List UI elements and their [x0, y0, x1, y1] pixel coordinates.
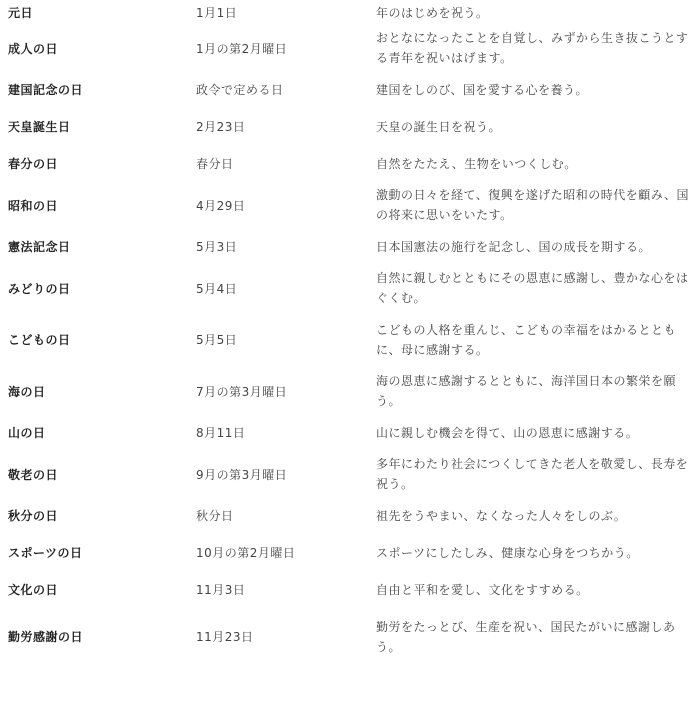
table-row: [0, 145, 700, 182]
holiday-date: 7月の第3月曜日: [196, 384, 288, 399]
holiday-date: 5月3日: [196, 240, 238, 254]
holiday-name: 天皇誕生日: [8, 120, 71, 134]
holiday-description: 天皇の誕生日を祝う。: [376, 119, 502, 134]
holiday-date: 11月3日: [196, 583, 246, 597]
holiday-description: 多年にわたり社会につくしてきた老人を敬愛し、長寿を祝う。: [376, 457, 689, 491]
table-row: [0, 311, 700, 368]
table-row: [0, 25, 700, 71]
holiday-name: 元日: [8, 6, 34, 20]
holiday-date: 春分日: [196, 157, 234, 171]
holiday-name: 成人の日: [8, 41, 59, 56]
holiday-name: こどもの日: [8, 333, 71, 347]
holiday-date: 10月の第2月曜日: [196, 546, 296, 560]
holiday-description: 自由と平和を愛し、文化をすすめる。: [376, 582, 589, 597]
table-row: [0, 451, 700, 497]
table-row: [0, 534, 700, 571]
holiday-name: 山の日: [8, 426, 46, 440]
table-row: [0, 608, 700, 665]
table-row: [0, 182, 700, 228]
holiday-name: 昭和の日: [8, 198, 59, 213]
holiday-description: 年のはじめを祝う。: [376, 5, 489, 20]
holiday-date: 1月1日: [196, 6, 238, 20]
holiday-name: 文化の日: [8, 583, 59, 597]
holiday-description: スポーツにしたしみ、健康な心身をつちかう。: [376, 545, 639, 560]
table-row: [0, 414, 700, 451]
holiday-description: 自然に親しむとともにその恩恵に感謝し、豊かな心をはぐくむ。: [376, 271, 689, 305]
table-row: [0, 571, 700, 608]
table-row: [0, 71, 700, 108]
holiday-name: 敬老の日: [8, 467, 59, 482]
table-row: [0, 265, 700, 311]
holiday-description: おとなになったことを自覚し、みずから生き抜こうとする青年を祝いはげます。: [376, 31, 689, 65]
holiday-date: 8月11日: [196, 426, 246, 440]
holiday-name: 憲法記念日: [8, 240, 71, 254]
holiday-date: 11月23日: [196, 630, 254, 644]
holiday-name: 海の日: [8, 384, 46, 399]
holiday-name: 秋分の日: [8, 509, 59, 523]
holiday-description: 激動の日々を経て、復興を遂げた昭和の時代を顧み、国の将来に思いをいたす。: [376, 188, 689, 222]
holiday-description: 海の恩恵に感謝するとともに、海洋国日本の繁栄を願う。: [376, 374, 677, 408]
holiday-date: 5月4日: [196, 281, 238, 296]
holiday-date: 2月23日: [196, 120, 246, 134]
table-row: [0, 228, 700, 265]
holiday-description: 自然をたたえ、生物をいつくしむ。: [376, 156, 577, 171]
holiday-description: こどもの人格を重んじ、こどもの幸福をはかるとともに、母に感謝する。: [376, 322, 677, 357]
table-row: [0, 368, 700, 414]
holiday-name: 勤労感謝の日: [8, 630, 84, 644]
table-row: [0, 108, 700, 145]
holiday-date: 政令で定める日: [196, 83, 284, 97]
holiday-description: 日本国憲法の施行を記念し、国の成長を期する。: [376, 239, 652, 254]
holiday-date: 4月29日: [196, 198, 246, 213]
holiday-name: スポーツの日: [8, 546, 83, 560]
holiday-name: 建国記念の日: [8, 83, 84, 97]
holiday-description: 建国をしのび、国を愛する心を養う。: [376, 82, 589, 97]
holiday-description: 祖先をうやまい、なくなった人々をしのぶ。: [376, 508, 627, 523]
holiday-description: 勤労をたっとび、生産を祝い、国民たがいに感謝しあう。: [376, 619, 676, 654]
holiday-date: 秋分日: [196, 509, 234, 523]
holiday-date: 5月5日: [196, 333, 238, 347]
holiday-description: 山に親しむ機会を得て、山の恩恵に感謝する。: [376, 425, 639, 440]
table-row: [0, 0, 700, 25]
table-row: [0, 497, 700, 534]
holiday-name: 春分の日: [8, 157, 59, 171]
holiday-date: 9月の第3月曜日: [196, 467, 288, 482]
holiday-name: みどりの日: [8, 281, 71, 296]
holiday-date: 1月の第2月曜日: [196, 41, 288, 56]
